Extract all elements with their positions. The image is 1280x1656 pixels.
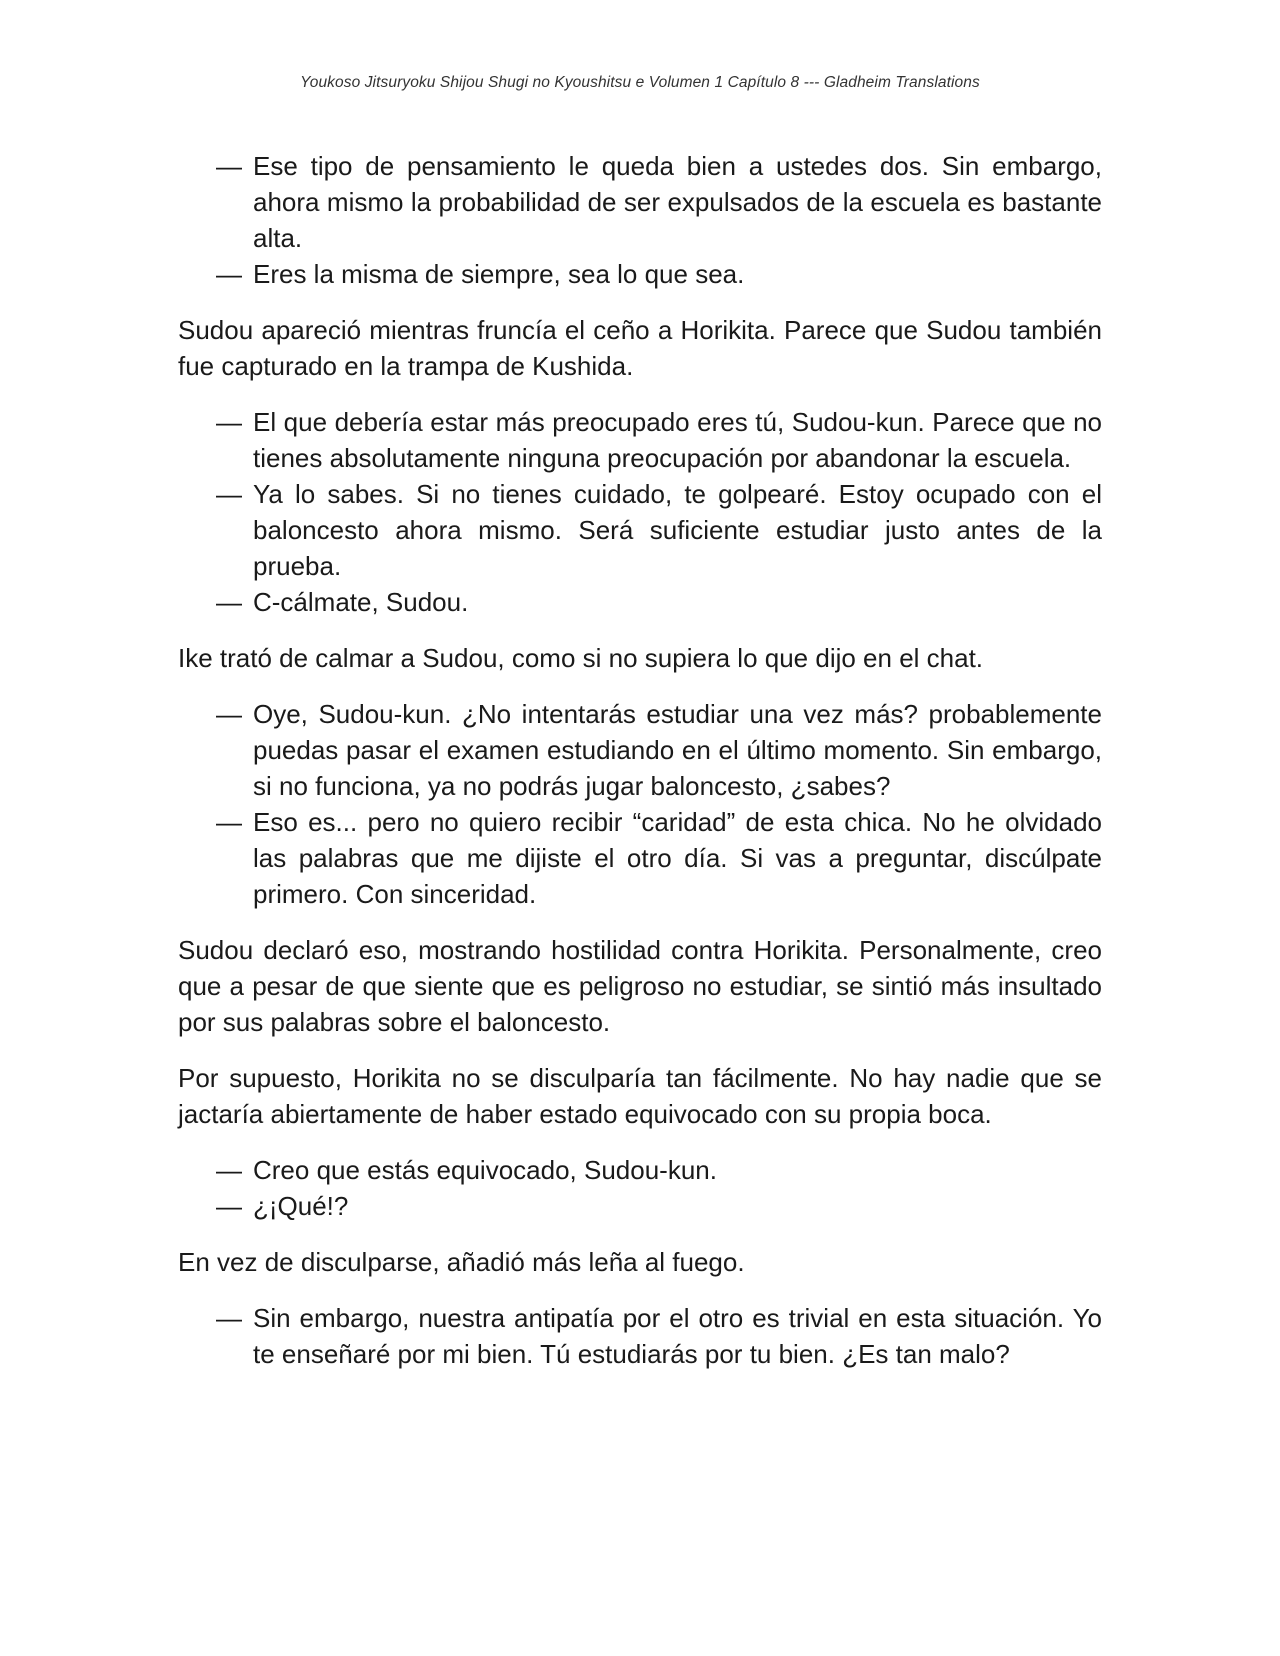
narration-paragraph: Sudou apareció mientras fruncía el ceño a Horikita. Parece que Sudou también fue capturado en la trampa de Kushida.	[178, 315, 1102, 381]
narration-paragraph: En vez de disculparse, añadió más leña al fuego.	[178, 1247, 745, 1277]
dialogue-line	[178, 696, 1102, 804]
dialogue-group	[178, 1152, 1102, 1224]
dialogue-dash: —	[216, 479, 242, 509]
dialogue-dash: —	[216, 1191, 242, 1221]
dialogue-line	[178, 1300, 1102, 1372]
dialogue-dash: —	[216, 1303, 242, 1333]
dialogue-line	[178, 256, 1102, 292]
dialogue-line	[178, 476, 1102, 584]
dialogue-text: Eso es... pero no quiero recibir “caridad” de esta chica. No he olvidado las palabras que me dijiste el otro día. Si vas a preguntar, discúlpate primero. Con sinceridad.	[253, 807, 1102, 909]
dialogue-text: C-cálmate, Sudou.	[253, 587, 469, 617]
dialogue-dash: —	[216, 807, 242, 837]
dialogue-dash: —	[216, 1155, 242, 1185]
dialogue-group	[178, 148, 1102, 292]
dialogue-group	[178, 696, 1102, 912]
dialogue-dash: —	[216, 699, 242, 729]
dialogue-text: Eres la misma de siempre, sea lo que sea.	[253, 259, 745, 289]
dialogue-line	[178, 804, 1102, 912]
dialogue-group	[178, 404, 1102, 620]
dialogue-text: Creo que estás equivocado, Sudou-kun.	[253, 1155, 717, 1185]
dialogue-dash: —	[216, 151, 242, 181]
dialogue-text: ¿¡Qué!?	[253, 1191, 349, 1221]
dialogue-line	[178, 404, 1102, 476]
narration-paragraph: Sudou declaró eso, mostrando hostilidad contra Horikita. Personalmente, creo que a pesar de que siente que es peligroso no estudiar, se sintió más insultado por sus palabras sobre el baloncesto.	[178, 935, 1102, 1037]
document-body	[178, 148, 1102, 1372]
dialogue-text: Ya lo sabes. Si no tienes cuidado, te golpearé. Estoy ocupado con el baloncesto ahora mismo. Será suficiente estudiar justo antes de la prueba.	[253, 479, 1102, 581]
page-header: Youkoso Jitsuryoku Shijou Shugi no Kyoushitsu e Volumen 1 Capítulo 8 --- Gladheim Translations	[300, 74, 980, 91]
dialogue-dash: —	[216, 259, 242, 289]
dialogue-text: El que debería estar más preocupado eres tú, Sudou-kun. Parece que no tienes absolutamente ninguna preocupación por abandonar la escuela.	[253, 407, 1102, 473]
dialogue-dash: —	[216, 407, 242, 437]
dialogue-text: Sin embargo, nuestra antipatía por el otro es trivial en esta situación. Yo te enseñaré por mi bien. Tú estudiarás por tu bien. ¿Es tan malo?	[253, 1303, 1102, 1369]
dialogue-line	[178, 584, 1102, 620]
dialogue-text: Oye, Sudou-kun. ¿No intentarás estudiar una vez más? probablemente puedas pasar el examen estudiando en el último momento. Sin embargo, si no funciona, ya no podrás jugar baloncesto, ¿sabes?	[253, 699, 1102, 801]
dialogue-line	[178, 1188, 1102, 1224]
narration-paragraph: Ike trató de calmar a Sudou, como si no supiera lo que dijo en el chat.	[178, 643, 984, 673]
narration-paragraph: Por supuesto, Horikita no se disculparía tan fácilmente. No hay nadie que se jactaría abiertamente de haber estado equivocado con su propia boca.	[178, 1063, 1102, 1129]
dialogue-text: Ese tipo de pensamiento le queda bien a ustedes dos. Sin embargo, ahora mismo la probabilidad de ser expulsados de la escuela es bastante alta.	[253, 151, 1102, 253]
dialogue-line	[178, 148, 1102, 256]
dialogue-group	[178, 1300, 1102, 1372]
dialogue-line	[178, 1152, 1102, 1188]
dialogue-dash: —	[216, 587, 242, 617]
